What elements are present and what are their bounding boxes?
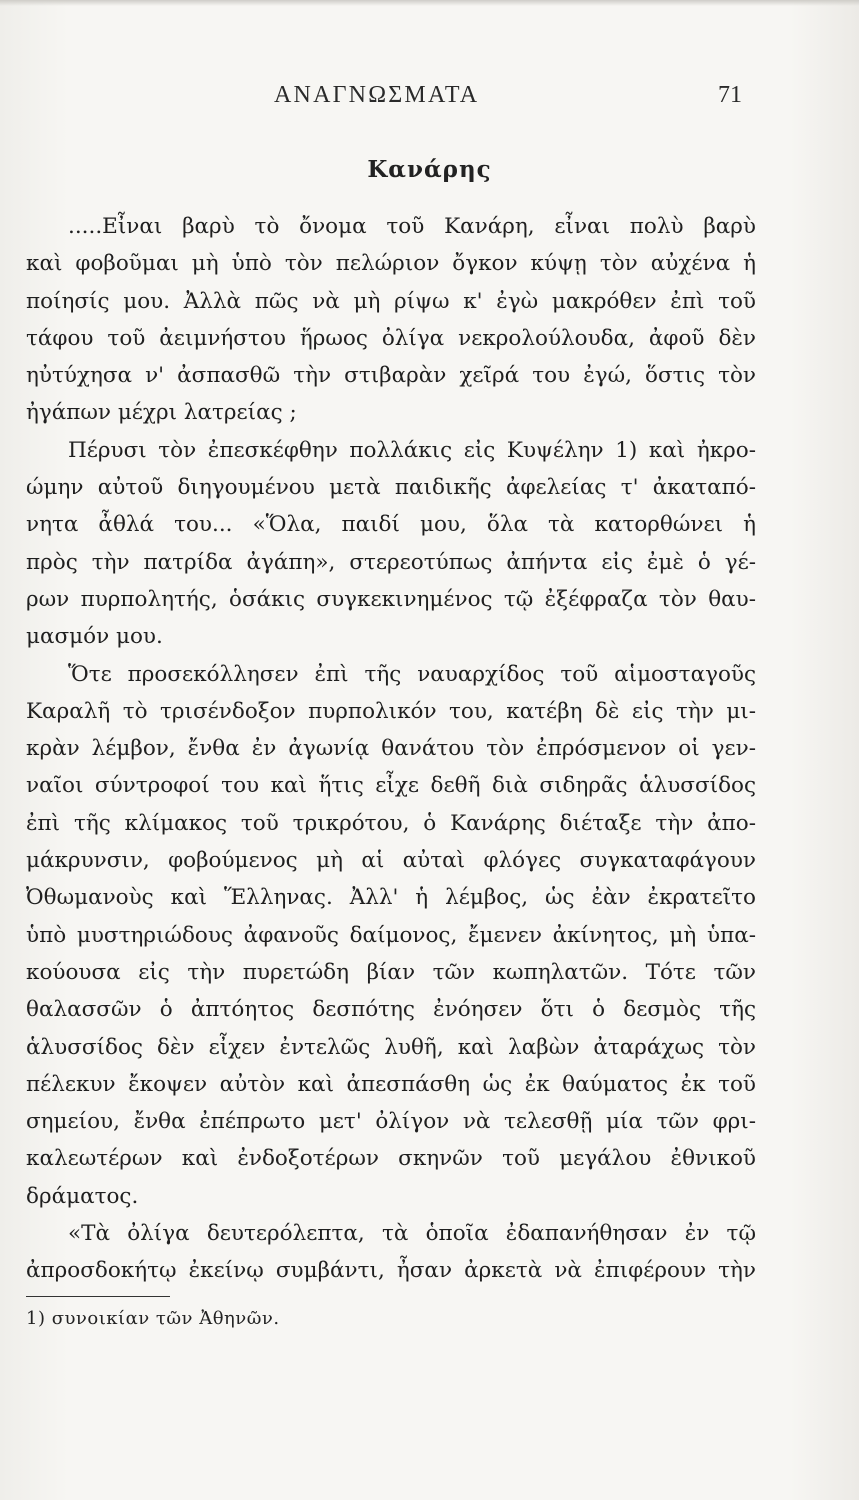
running-title: ΑΝΑΓΝΩΣΜΑΤΑ	[274, 82, 480, 108]
text-line: ἀπροσδοκήτῳ ἐκείνῳ συμβάντι, ἦσαν ἀρκετὰ νὰ ἐπιφέρουν τὴν	[26, 1258, 756, 1284]
section-heading: Κανάρης	[367, 156, 492, 183]
text-line: καλεωτέρων καὶ ἐνδοξοτέρων σκηνῶν τοῦ μεγάλου ἐθνικοῦ	[26, 1146, 756, 1172]
text-line: θαλασσῶν ὁ ἀπτόητος δεσπότης ἐνόησεν ὅτι ὁ δεσμὸς τῆς	[26, 997, 756, 1023]
text-line: κρὰν λέμβον, ἔνθα ἐν ἀγωνίᾳ θανάτου τὸν ἐπρόσμενον οἱ γεν-	[26, 736, 756, 762]
text-line: ώμην αὐτοῦ διηγουμένου μετὰ παιδικῆς ἀφελείας τ' ἀκαταπό-	[26, 475, 756, 501]
body-text	[26, 208, 756, 1290]
text-line: πέλεκυν ἔκοψεν αὐτὸν καὶ ἀπεσπάσθη ὡς ἐκ θαύματος ἐκ τοῦ	[26, 1071, 756, 1097]
text-line: κούουσα εἰς τὴν πυρετώδη βίαν τῶν κωπηλατῶν. Τότε τῶν	[26, 959, 756, 985]
text-line: ηὐτύχησα ν' ἀσπασθῶ τὴν στιβαρὰν χεῖρά του ἐγώ, ὅστις τὸν	[26, 363, 756, 389]
text-line: ρων πυρπολητής, ὁσάκις συγκεκινημένος τῷ ἐξέφραζα τὸν θαυ-	[26, 586, 756, 612]
text-line: σημείου, ἔνθα ἐπέπρωτο μετ' ὀλίγον νὰ τελεσθῇ μία τῶν φρι-	[26, 1109, 756, 1135]
text-line: ἁλυσσίδος δὲν εἶχεν ἐντελῶς λυθῆ, καὶ λαβὼν ἀταράχως τὸν	[26, 1034, 756, 1060]
text-line: τάφου τοῦ ἀειμνήστου ἥρωος ὀλίγα νεκρολούλουδα, ἀφοῦ δὲν	[26, 325, 756, 351]
text-line: καὶ φοβοῦμαι μὴ ὑπὸ τὸν πελώριον ὄγκον κύψῃ τὸν αὐχένα ἡ	[26, 251, 756, 277]
text-line: .....Εἶναι βαρὺ τὸ ὄνομα τοῦ Κανάρη, εἶναι πολὺ βαρὺ	[68, 214, 756, 239]
footnote: 1) συνοικίαν τῶν Ἀθηνῶν.	[26, 1308, 280, 1329]
text-line: νητα ἆθλά του... «Ὅλα, παιδί μου, ὅλα τὰ κατορθώνει ἡ	[26, 512, 756, 538]
text-line: ναῖοι σύντροφοί του καὶ ἥτις εἶχε δεθῆ διὰ σιδηρᾶς ἁλυσσίδος	[26, 773, 756, 799]
text-line: ἠγάπων μέχρι λατρείας ;	[26, 400, 297, 426]
text-line: Πέρυσι τὸν ἐπεσκέφθην πολλάκις εἰς Κυψέλην 1) καὶ ἠκρο-	[68, 437, 756, 463]
text-line: ἐπὶ τῆς κλίμακος τοῦ τρικρότου, ὁ Κανάρης διέταξε τὴν ἀπο-	[26, 810, 756, 836]
text-line: ὑπὸ μυστηριώδους ἀφανοῦς δαίμονος, ἔμενεν ἀκίνητος, μὴ ὑπα-	[26, 922, 756, 948]
text-line: δράματος.	[26, 1183, 139, 1209]
text-line: πρὸς τὴν πατρίδα ἀγάπη», στερεοτύπως ἀπήντα εἰς ἐμὲ ὁ γέ-	[26, 549, 756, 575]
text-line: μάκρυνσιν, φοβούμενος μὴ αἱ αὐταὶ φλόγες συγκαταφάγουν	[26, 848, 756, 874]
text-line: «Τὰ ὀλίγα δευτερόλεπτα, τὰ ὁποῖα ἐδαπανήθησαν ἐν τῷ	[68, 1221, 756, 1247]
text-line: ποίησίς μου. Ἀλλὰ πῶς νὰ μὴ ρίψω κ' ἐγὼ μακρόθεν ἐπὶ τοῦ	[26, 288, 756, 314]
running-head	[0, 82, 859, 122]
text-line: Ὀθωμανοὺς καὶ Ἕλληνας. Ἀλλ' ἡ λέμβος, ὡς ἐὰν ἐκρατεῖτο	[26, 885, 756, 911]
text-line: Καραλῆ τὸ τρισένδοξον πυρπολικόν του, κατέβη δὲ εἰς τὴν μι-	[26, 698, 756, 724]
text-line: Ὅτε προσεκόλλησεν ἐπὶ τῆς ναυαρχίδος τοῦ αἱμοσταγοῦς	[68, 661, 756, 687]
footnote-rule	[26, 1296, 170, 1297]
page-number: 71	[718, 82, 742, 108]
text-line: μασμόν μου.	[26, 624, 163, 650]
page-top-edge	[0, 0, 859, 6]
